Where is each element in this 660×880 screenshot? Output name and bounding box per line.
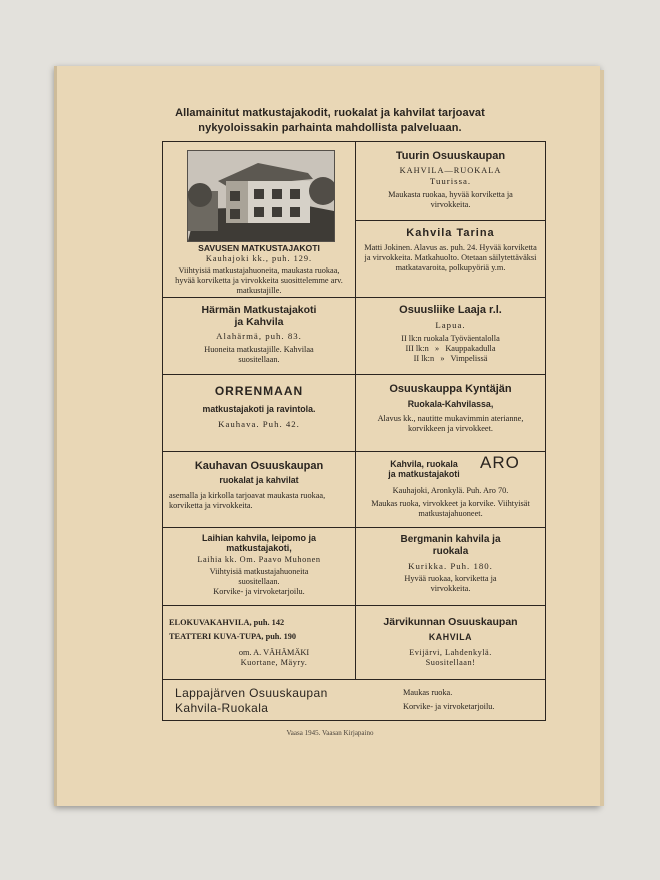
ad-grid — [162, 141, 546, 721]
laaja-name: Osuusliike Laaja r.l. — [399, 304, 502, 316]
kyntajan-name: Osuuskauppa Kyntäjän — [389, 383, 512, 395]
printer-footer: Vaasa 1945. Vaasan Kirjapaino — [286, 729, 374, 737]
aro-name-2: ja matkustajakoti — [388, 468, 460, 479]
tuurin-sub: KAHVILA—RUOKALA — [399, 166, 502, 175]
harman-body: Huoneita matkustajille. Kahvilaa suositellaan. — [204, 344, 314, 364]
ad-tuurin — [355, 142, 545, 220]
laaja-line-3: II lk:n » Vimpelissä — [413, 353, 488, 363]
header-line-2: nykyoloissakin parhainta mahdollista palveluaan. — [198, 122, 462, 134]
tuurin-name: Tuurin Osuuskaupan — [395, 150, 506, 162]
ad-bergmanin — [355, 527, 545, 605]
lappajarven-body-2: Korvike- ja virvoketarjoilu. — [403, 702, 495, 711]
elokuva-line-2: TEATTERI KUVA-TUPA, puh. 190 — [169, 632, 297, 641]
bergmanin-place: Kurikka. Puh. 180. — [408, 561, 493, 571]
lappajarven-body-1: Maukas ruoka. — [403, 688, 453, 697]
elokuva-owner: om. A. VÄHÄMÄKI — [238, 648, 310, 657]
harman-name-1: Härmän Matkustajakoti — [201, 304, 317, 316]
ad-elokuva — [163, 605, 355, 679]
savunen-place: Kauhajoki kk., puh. 129. — [205, 254, 313, 263]
ad-jarvikunnan — [355, 605, 545, 679]
ad-harman — [163, 297, 355, 374]
ad-tarina — [355, 220, 545, 297]
aro-name-1: Kahvila, ruokala — [390, 459, 458, 469]
building-photo — [187, 150, 335, 242]
ad-lappajarven — [163, 679, 545, 720]
ad-laaja — [355, 297, 545, 374]
laaja-place: Lapua. — [435, 320, 466, 330]
tarina-name: Kahvila Tarina — [406, 227, 495, 239]
laihian-place: Laihia kk. Om. Paavo Muhonen — [197, 555, 321, 564]
kauhavan-body: asemalla ja kirkolla tarjoavat maukasta ruokaa, korviketta ja virvokkeita. — [169, 491, 326, 510]
laihian-name-1: Laihian kahvila, leipomo ja — [201, 533, 317, 543]
jarvikunnan-name: Järvikunnan Osuuskaupan — [383, 616, 518, 628]
ad-kyntajan — [355, 374, 545, 451]
orrenmaan-sub: matkustajakoti ja ravintola. — [202, 404, 316, 414]
page-header — [120, 106, 540, 136]
ad-kauhavan — [163, 451, 355, 527]
tarina-body: Matti Jokinen. Alavus as. puh. 24. Hyvää korviketta ja virvokkeita. Matkahuolto. Otetaan säilytettäväksi matkatavaroita, polkupyöriä y.m. — [364, 243, 537, 272]
lappajarven-name-1: Lappajärven Osuuskaupan — [175, 686, 328, 700]
orrenmaan-name: ORRENMAAN — [214, 384, 304, 398]
orrenmaan-place: Kauhava. Puh. 42. — [218, 419, 300, 429]
tuurin-body: Maukasta ruokaa, hyvää korviketta ja virvokkeita. — [388, 189, 513, 209]
laihian-body-2: Korvike- ja virvoketarjoilu. — [213, 587, 305, 596]
header-line-1: Allamainitut matkustajakodit, ruokalat ja kahvilat tarjoavat — [175, 107, 485, 119]
kauhavan-sub: ruokalat ja kahvilat — [219, 475, 299, 485]
savunen-name: SAVUSEN MATKUSTAJAKOTI — [198, 243, 320, 253]
aro-place: Kauhajoki, Aronkylä. Puh. Aro 70. — [392, 486, 509, 495]
savunen-body: Viihtyisiä matkustajahuoneita, maukasta ruokaa, hyvää korviketta ja virvokkeita suosittelemme arv. matkustajille. — [175, 266, 343, 295]
harman-place: Alahärmä, puh. 83. — [216, 331, 302, 341]
tuurin-place: Tuurissa. — [429, 176, 472, 186]
ad-laihian — [163, 527, 355, 605]
ad-aro — [355, 451, 545, 527]
aro-big: ARO — [480, 453, 520, 472]
jarvikunnan-place: Evijärvi, Lahdenkylä. — [409, 648, 492, 657]
ad-savunen — [163, 142, 355, 297]
kyntajan-sub: Ruokala-Kahvilassa, — [407, 399, 494, 409]
laihian-name-2: matkustajakoti, — [226, 543, 292, 553]
laihian-body-1: Viihtyisiä matkustajahuoneita suositellaan. — [209, 567, 309, 586]
jarvikunnan-body: Suositellaan! — [425, 658, 476, 667]
aro-body: Maukas ruoka, virvokkeet ja korvike. Viihtyisät matkustajahuoneet. — [371, 499, 530, 518]
jarvikunnan-sub: KAHVILA — [428, 632, 473, 642]
elokuva-place: Kuortane, Mäyry. — [240, 658, 308, 667]
ad-orrenmaan — [163, 374, 355, 451]
bergmanin-name-1: Bergmanin kahvila ja — [400, 534, 501, 545]
bergmanin-name-2: ruokala — [432, 546, 469, 557]
kyntajan-body: Alavus kk., nautitte mukavimmin aterianne, korvikkeen ja virvokkeet. — [377, 414, 524, 433]
laaja-line-1: II lk:n ruokala Työväentalolla — [401, 333, 500, 343]
harman-name-2: ja Kahvila — [234, 316, 284, 328]
laaja-line-2: III lk:n » Kauppakadulla — [405, 343, 496, 353]
elokuva-line-1: ELOKUVAKAHVILA, puh. 142 — [169, 618, 285, 627]
lappajarven-name-2: Kahvila-Ruokala — [175, 701, 269, 715]
kauhavan-name: Kauhavan Osuuskaupan — [194, 460, 324, 472]
bergmanin-body: Hyvää ruokaa, korviketta ja virvokkeita. — [404, 573, 497, 593]
